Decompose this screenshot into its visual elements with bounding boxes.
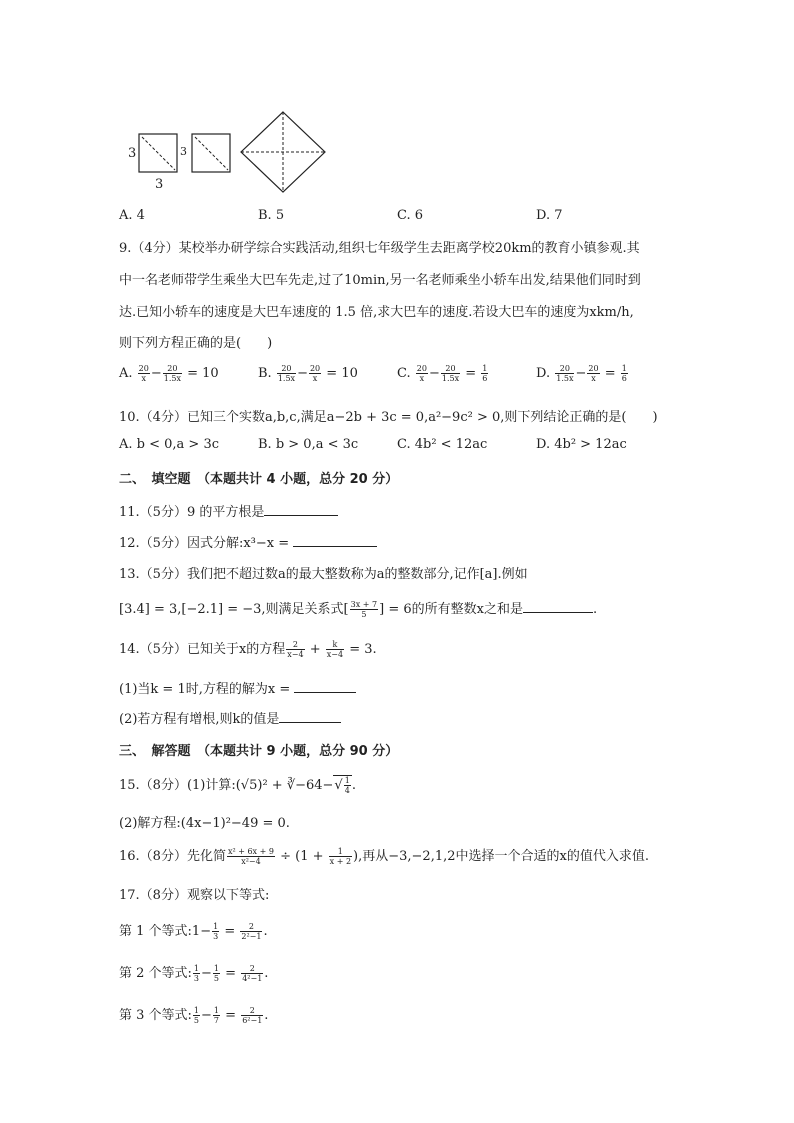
- q9-stem-line2: 中一名老师带学生乘坐大巴车先走,过了10min,另一名老师乘坐小轿车出发,结果他们同时到: [119, 273, 641, 288]
- q15-line2: (2)解方程:(4x−1)²−49 = 0.: [119, 816, 290, 831]
- geometry-figure: [125, 110, 330, 200]
- section-answer-heading: 三、 解答题 （本题共计 9 小题，总分 90 分）: [119, 744, 399, 759]
- section-fill-in-heading: 二、 填空题 （本题共计 4 小题，总分 20 分）: [119, 472, 399, 487]
- q8-option-b: B. 5: [258, 208, 285, 223]
- q16: 16.（8分）先化简 $\frac{\text{x² + 6x + 9}}{\text{x²−4}}$ ÷ (1 + $\frac{1}{x + 2}$ ),再从−3,−2,1,2中选择一个合适的x的值代入求值.: [119, 847, 649, 866]
- q13-line1: 13.（5分）我们把不超过数a的最大整数称为a的整数部分,记作[a].例如: [119, 567, 528, 582]
- q17-eq1: 第 1 个等式:1− $\frac{1}{3}$ = $\frac{2}{\text{2²−1}}$ .: [119, 922, 268, 941]
- q17-eq3: 第 3 个等式: $\frac{1}{5}$ − $\frac{1}{7}$ = $\frac{2}{\text{6²−1}}$ .: [119, 1006, 269, 1025]
- q12: 12.（5分）因式分解:x³−x =: [119, 532, 377, 551]
- q13-line2: [3.4] = 3,[−2.1] = −3,则满足关系式[ $\frac{3x + 7}{5}$ ] = 6的所有整数x之和是 .: [119, 600, 598, 619]
- q17-stem: 17.（8分）观察以下等式:: [119, 888, 270, 903]
- q9-stem-line3: 达.已知小轿车的速度是大巴车速度的 1.5 倍,求大巴车的速度.若设大巴车的速度为xkm/h,: [119, 305, 634, 320]
- q14-sub2: (2)若方程有增根,则k的值是: [119, 708, 341, 727]
- q8-option-a: A. 4: [119, 208, 145, 223]
- figure-label-left: 3: [128, 146, 137, 161]
- q11: 11.（5分）9 的平方根是: [119, 501, 338, 520]
- q10-option-d: D. 4b² > 12ac: [536, 437, 627, 452]
- q8-option-c: C. 6: [397, 208, 424, 223]
- q10-option-b: B. b > 0,a < 3c: [258, 437, 359, 452]
- q9-stem-line1: 9.（4分）某校举办研学综合实践活动,组织七年级学生去距离学校20km的教育小镇参观.其: [119, 241, 640, 256]
- q9-stem-line4: 则下列方程正确的是( ): [119, 336, 273, 351]
- q15-line1: 15.（8分）(1)计算:(√5)² + ∛−64−√ $\frac{1}{4}$ .: [119, 776, 356, 795]
- figure-label-bottom: 3: [155, 177, 164, 192]
- q10-stem: 10.（4分）已知三个实数a,b,c,满足a−2b + 3c = 0,a²−9c² > 0,则下列结论正确的是( ): [119, 410, 658, 425]
- q17-eq2: 第 2 个等式: $\frac{1}{3}$ − $\frac{1}{5}$ = $\frac{2}{\text{4²−1}}$ .: [119, 964, 269, 983]
- q8-option-d: D. 7: [536, 208, 563, 223]
- q9-option-a: A. $\frac{20}{x}$ − $\frac{20}{1.5x}$ = 10: [119, 364, 219, 383]
- q9-option-c: C. $\frac{20}{x}$ − $\frac{20}{1.5x}$ = $\frac{1}{6}$: [397, 364, 488, 383]
- svg-text:3: 3: [180, 145, 187, 158]
- q9-option-b: B. $\frac{20}{1.5x}$ − $\frac{20}{x}$ = 10: [258, 364, 358, 383]
- q14-stem: 14.（5分）已知关于x的方程 $\frac{2}{x-4}$ + $\frac{k}{x-4}$ = 3.: [119, 640, 377, 659]
- q9-option-d: D. $\frac{20}{1.5x}$ − $\frac{20}{x}$ = $\frac{1}{6}$: [536, 364, 627, 383]
- q14-sub1: (1)当k = 1时,方程的解为x =: [119, 678, 356, 697]
- q10-option-c: C. 4b² < 12ac: [397, 437, 488, 452]
- q10-option-a: A. b < 0,a > 3c: [119, 437, 219, 452]
